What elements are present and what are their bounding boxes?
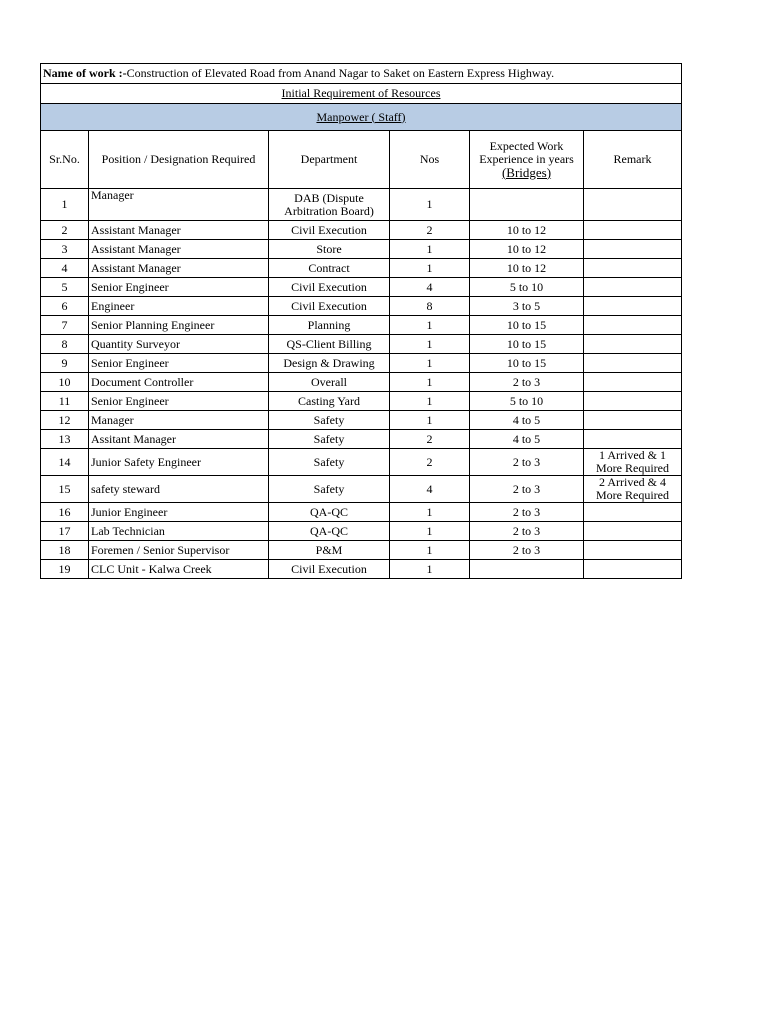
manpower-title: Manpower ( Staff) xyxy=(41,104,682,131)
cell-position: Assistant Manager xyxy=(89,240,269,259)
cell-nos: 1 xyxy=(390,316,470,335)
cell-position: CLC Unit - Kalwa Creek xyxy=(89,560,269,579)
header-experience-text: Expected Work Experience in years xyxy=(479,138,574,166)
table-row xyxy=(41,522,682,541)
table-row xyxy=(41,354,682,373)
cell-experience: 5 to 10 xyxy=(470,278,584,297)
cell-nos: 2 xyxy=(390,221,470,240)
header-nos: Nos xyxy=(390,131,470,189)
cell-sr-no: 16 xyxy=(41,503,89,522)
cell-position: Assistant Manager xyxy=(89,259,269,278)
cell-remark xyxy=(584,503,682,522)
cell-department: Civil Execution xyxy=(269,297,390,316)
cell-sr-no: 14 xyxy=(41,449,89,476)
cell-experience: 2 to 3 xyxy=(470,541,584,560)
table-row xyxy=(41,541,682,560)
cell-experience: 10 to 15 xyxy=(470,316,584,335)
cell-remark xyxy=(584,221,682,240)
cell-department: Contract xyxy=(269,259,390,278)
cell-remark xyxy=(584,560,682,579)
table-row xyxy=(41,297,682,316)
cell-nos: 1 xyxy=(390,259,470,278)
cell-sr-no: 4 xyxy=(41,259,89,278)
cell-position: Foremen / Senior Supervisor xyxy=(89,541,269,560)
cell-experience: 2 to 3 xyxy=(470,503,584,522)
cell-nos: 1 xyxy=(390,373,470,392)
cell-department: Design & Drawing xyxy=(269,354,390,373)
table-row xyxy=(41,259,682,278)
cell-sr-no: 2 xyxy=(41,221,89,240)
cell-position: Engineer xyxy=(89,297,269,316)
cell-sr-no: 9 xyxy=(41,354,89,373)
cell-experience: 10 to 15 xyxy=(470,354,584,373)
cell-sr-no: 1 xyxy=(41,189,89,221)
table-row xyxy=(41,503,682,522)
cell-nos: 1 xyxy=(390,560,470,579)
cell-experience xyxy=(470,560,584,579)
cell-sr-no: 6 xyxy=(41,297,89,316)
cell-department: Safety xyxy=(269,449,390,476)
cell-remark xyxy=(584,392,682,411)
initial-requirement-title: Initial Requirement of Resources xyxy=(41,84,682,104)
cell-department: Overall xyxy=(269,373,390,392)
cell-position: safety steward xyxy=(89,476,269,503)
manpower-row xyxy=(41,104,682,131)
cell-position: Assistant Manager xyxy=(89,221,269,240)
header-experience-bridges: (Bridges) xyxy=(501,164,552,180)
cell-experience: 10 to 12 xyxy=(470,240,584,259)
cell-remark: 1 Arrived & 1 More Required xyxy=(584,449,682,476)
cell-nos: 4 xyxy=(390,278,470,297)
cell-remark xyxy=(584,278,682,297)
cell-department: QA-QC xyxy=(269,503,390,522)
cell-remark xyxy=(584,259,682,278)
cell-department: Casting Yard xyxy=(269,392,390,411)
cell-position: Lab Technician xyxy=(89,522,269,541)
cell-sr-no: 19 xyxy=(41,560,89,579)
table-row xyxy=(41,240,682,259)
table-row xyxy=(41,278,682,297)
table-row xyxy=(41,560,682,579)
cell-position: Junior Safety Engineer xyxy=(89,449,269,476)
header-department: Department xyxy=(269,131,390,189)
cell-department: Safety xyxy=(269,411,390,430)
cell-department: Planning xyxy=(269,316,390,335)
cell-experience: 10 to 12 xyxy=(470,259,584,278)
cell-department: Civil Execution xyxy=(269,278,390,297)
table-row xyxy=(41,221,682,240)
cell-experience: 5 to 10 xyxy=(470,392,584,411)
cell-sr-no: 8 xyxy=(41,335,89,354)
cell-sr-no: 11 xyxy=(41,392,89,411)
cell-position: Manager xyxy=(89,411,269,430)
cell-department: Safety xyxy=(269,430,390,449)
table-row xyxy=(41,316,682,335)
table-row xyxy=(41,430,682,449)
initial-requirement-row xyxy=(41,84,682,104)
cell-nos: 2 xyxy=(390,430,470,449)
cell-remark xyxy=(584,297,682,316)
resource-requirement-table xyxy=(40,63,682,579)
cell-experience: 4 to 5 xyxy=(470,411,584,430)
cell-nos: 2 xyxy=(390,449,470,476)
cell-department: Civil Execution xyxy=(269,221,390,240)
cell-nos: 1 xyxy=(390,335,470,354)
cell-department: DAB (Dispute Arbitration Board) xyxy=(269,189,390,221)
cell-department: P&M xyxy=(269,541,390,560)
cell-department: QS-Client Billing xyxy=(269,335,390,354)
cell-position: Senior Engineer xyxy=(89,392,269,411)
cell-sr-no: 15 xyxy=(41,476,89,503)
cell-position: Senior Planning Engineer xyxy=(89,316,269,335)
cell-experience: 2 to 3 xyxy=(470,476,584,503)
cell-nos: 1 xyxy=(390,411,470,430)
cell-remark xyxy=(584,189,682,221)
cell-remark xyxy=(584,316,682,335)
header-remark: Remark xyxy=(584,131,682,189)
cell-sr-no: 10 xyxy=(41,373,89,392)
table-row xyxy=(41,392,682,411)
cell-experience: 2 to 3 xyxy=(470,373,584,392)
cell-department: Safety xyxy=(269,476,390,503)
cell-remark xyxy=(584,240,682,259)
cell-sr-no: 12 xyxy=(41,411,89,430)
name-of-work-row xyxy=(41,64,682,84)
cell-remark xyxy=(584,541,682,560)
cell-remark: 2 Arrived & 4 More Required xyxy=(584,476,682,503)
table-row xyxy=(41,411,682,430)
cell-position: Senior Engineer xyxy=(89,354,269,373)
cell-remark xyxy=(584,354,682,373)
cell-department: Civil Execution xyxy=(269,560,390,579)
cell-nos: 4 xyxy=(390,476,470,503)
cell-nos: 1 xyxy=(390,503,470,522)
cell-sr-no: 5 xyxy=(41,278,89,297)
name-of-work-cell xyxy=(41,64,682,84)
cell-position: Manager xyxy=(89,189,269,221)
cell-remark xyxy=(584,335,682,354)
cell-position: Senior Engineer xyxy=(89,278,269,297)
table-row xyxy=(41,335,682,354)
cell-position: Junior Engineer xyxy=(89,503,269,522)
header-experience xyxy=(470,131,584,189)
cell-sr-no: 17 xyxy=(41,522,89,541)
cell-remark xyxy=(584,411,682,430)
cell-department: Store xyxy=(269,240,390,259)
cell-remark xyxy=(584,522,682,541)
header-row xyxy=(41,131,682,189)
cell-nos: 1 xyxy=(390,522,470,541)
cell-nos: 1 xyxy=(390,541,470,560)
cell-position: Assitant Manager xyxy=(89,430,269,449)
cell-position: Quantity Surveyor xyxy=(89,335,269,354)
name-of-work-value: Construction of Elevated Road from Anand Nagar to Saket on Eastern Express Highway. xyxy=(126,66,555,80)
cell-experience: 4 to 5 xyxy=(470,430,584,449)
cell-sr-no: 18 xyxy=(41,541,89,560)
cell-experience: 3 to 5 xyxy=(470,297,584,316)
table-row xyxy=(41,189,682,221)
cell-experience: 2 to 3 xyxy=(470,522,584,541)
name-of-work-label: Name of work :- xyxy=(43,66,127,80)
cell-experience: 2 to 3 xyxy=(470,449,584,476)
cell-remark xyxy=(584,430,682,449)
cell-nos: 1 xyxy=(390,392,470,411)
cell-nos: 1 xyxy=(390,354,470,373)
table-row xyxy=(41,373,682,392)
cell-nos: 8 xyxy=(390,297,470,316)
cell-nos: 1 xyxy=(390,240,470,259)
table-row xyxy=(41,449,682,476)
cell-nos: 1 xyxy=(390,189,470,221)
table-row xyxy=(41,476,682,503)
cell-experience xyxy=(470,189,584,221)
cell-experience: 10 to 15 xyxy=(470,335,584,354)
cell-sr-no: 13 xyxy=(41,430,89,449)
cell-position: Document Controller xyxy=(89,373,269,392)
cell-sr-no: 3 xyxy=(41,240,89,259)
cell-remark xyxy=(584,373,682,392)
header-position: Position / Designation Required xyxy=(89,131,269,189)
cell-experience: 10 to 12 xyxy=(470,221,584,240)
header-sr-no: Sr.No. xyxy=(41,131,89,189)
cell-sr-no: 7 xyxy=(41,316,89,335)
cell-department: QA-QC xyxy=(269,522,390,541)
